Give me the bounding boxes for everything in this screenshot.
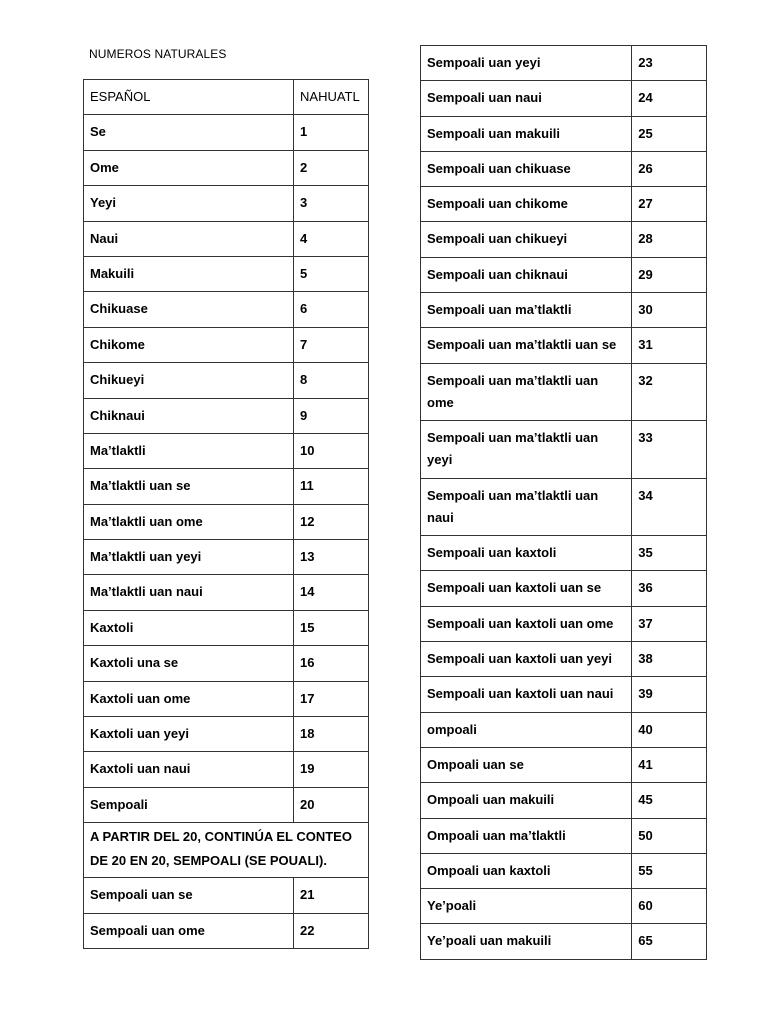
table-row (84, 363, 369, 398)
table-row (84, 610, 369, 645)
number-cell: 36 (632, 571, 707, 606)
counting-note: A PARTIR DEL 20, CONTINÚA EL CONTEO DE 20 EN 20, SEMPOALI (SE POUALI). (84, 823, 369, 878)
number-cell: 32 (632, 363, 707, 421)
table-row (84, 433, 369, 468)
word-cell: Naui (84, 221, 294, 256)
word-cell: Chikome (84, 327, 294, 362)
table-row (421, 187, 707, 222)
word-cell: Sempoali (84, 787, 294, 822)
number-cell: 26 (632, 151, 707, 186)
table-row (421, 924, 707, 959)
word-cell: Ma’tlaktli uan ome (84, 504, 294, 539)
number-cell: 8 (294, 363, 369, 398)
number-cell: 25 (632, 116, 707, 151)
header-nahuatl: NAHUATL (294, 80, 369, 115)
left-number-table (83, 79, 369, 949)
table-row (421, 421, 707, 479)
number-cell: 45 (632, 783, 707, 818)
word-cell: Ye’poali uan makuili (421, 924, 632, 959)
word-cell: Kaxtoli una se (84, 646, 294, 681)
number-cell: 27 (632, 187, 707, 222)
number-cell: 12 (294, 504, 369, 539)
number-cell: 60 (632, 889, 707, 924)
number-cell: 13 (294, 540, 369, 575)
word-cell: Yeyi (84, 186, 294, 221)
word-cell: Sempoali uan ma’tlaktli uan yeyi (421, 421, 632, 479)
number-cell: 31 (632, 328, 707, 363)
table-row (421, 642, 707, 677)
table-row (421, 889, 707, 924)
table-row (421, 747, 707, 782)
page-title: NUMEROS NATURALES (89, 47, 227, 61)
table-row (84, 575, 369, 610)
number-cell: 6 (294, 292, 369, 327)
word-cell: Sempoali uan ma’tlaktli uan se (421, 328, 632, 363)
word-cell: Sempoali uan chikome (421, 187, 632, 222)
word-cell: Ome (84, 150, 294, 185)
number-cell: 5 (294, 256, 369, 291)
word-cell: Makuili (84, 256, 294, 291)
table-row (421, 536, 707, 571)
number-cell: 35 (632, 536, 707, 571)
word-cell: Ye’poali (421, 889, 632, 924)
word-cell: Kaxtoli uan naui (84, 752, 294, 787)
number-cell: 3 (294, 186, 369, 221)
word-cell: Sempoali uan kaxtoli uan yeyi (421, 642, 632, 677)
table-row (84, 752, 369, 787)
number-cell: 55 (632, 853, 707, 888)
word-cell: Kaxtoli uan ome (84, 681, 294, 716)
word-cell: Sempoali uan kaxtoli uan naui (421, 677, 632, 712)
table-row (421, 677, 707, 712)
number-cell: 40 (632, 712, 707, 747)
word-cell: Chikueyi (84, 363, 294, 398)
right-number-table (420, 45, 707, 960)
table-row (84, 646, 369, 681)
word-cell: Ompoali uan ma’tlaktli (421, 818, 632, 853)
word-cell: Kaxtoli (84, 610, 294, 645)
table-row (84, 681, 369, 716)
number-cell: 33 (632, 421, 707, 479)
word-cell: Sempoali uan se (84, 878, 294, 913)
number-cell: 50 (632, 818, 707, 853)
word-cell: Sempoali uan chikuase (421, 151, 632, 186)
table-row (84, 878, 369, 913)
word-cell: Chikuase (84, 292, 294, 327)
table-row (421, 606, 707, 641)
word-cell: Ma’tlaktli uan yeyi (84, 540, 294, 575)
number-cell: 65 (632, 924, 707, 959)
word-cell: Ma’tlaktli uan naui (84, 575, 294, 610)
word-cell: Ma’tlaktli uan se (84, 469, 294, 504)
note-row (84, 823, 369, 878)
word-cell: ompoali (421, 712, 632, 747)
table-row (421, 222, 707, 257)
number-cell: 20 (294, 787, 369, 822)
number-cell: 28 (632, 222, 707, 257)
number-cell: 1 (294, 115, 369, 150)
number-cell: 34 (632, 478, 707, 536)
word-cell: Sempoali uan ma’tlaktli (421, 293, 632, 328)
table-row (421, 116, 707, 151)
table-row (421, 478, 707, 536)
table-row (84, 256, 369, 291)
number-cell: 15 (294, 610, 369, 645)
table-row (421, 818, 707, 853)
word-cell: Sempoali uan naui (421, 81, 632, 116)
word-cell: Sempoali uan kaxtoli (421, 536, 632, 571)
word-cell: Se (84, 115, 294, 150)
word-cell: Sempoali uan kaxtoli uan ome (421, 606, 632, 641)
word-cell: Sempoali uan ma’tlaktli uan naui (421, 478, 632, 536)
word-cell: Sempoali uan ome (84, 913, 294, 948)
number-cell: 10 (294, 433, 369, 468)
number-cell: 4 (294, 221, 369, 256)
number-cell: 18 (294, 717, 369, 752)
number-cell: 19 (294, 752, 369, 787)
table-row (421, 783, 707, 818)
word-cell: Sempoali uan chikueyi (421, 222, 632, 257)
table-header-row (84, 80, 369, 115)
number-cell: 39 (632, 677, 707, 712)
number-cell: 17 (294, 681, 369, 716)
table-row (421, 363, 707, 421)
number-cell: 22 (294, 913, 369, 948)
word-cell: Ompoali uan se (421, 747, 632, 782)
number-cell: 23 (632, 46, 707, 81)
table-row (84, 115, 369, 150)
table-row (84, 221, 369, 256)
word-cell: Ompoali uan makuili (421, 783, 632, 818)
number-cell: 11 (294, 469, 369, 504)
table-row (84, 186, 369, 221)
word-cell: Sempoali uan ma’tlaktli uan ome (421, 363, 632, 421)
number-cell: 24 (632, 81, 707, 116)
word-cell: Ma’tlaktli (84, 433, 294, 468)
table-row (84, 787, 369, 822)
word-cell: Chiknaui (84, 398, 294, 433)
table-row (421, 151, 707, 186)
number-cell: 7 (294, 327, 369, 362)
table-row (84, 398, 369, 433)
table-row (421, 257, 707, 292)
table-row (421, 328, 707, 363)
number-cell: 41 (632, 747, 707, 782)
table-row (421, 712, 707, 747)
table-row (84, 150, 369, 185)
number-cell: 38 (632, 642, 707, 677)
number-cell: 30 (632, 293, 707, 328)
word-cell: Sempoali uan chiknaui (421, 257, 632, 292)
number-cell: 21 (294, 878, 369, 913)
word-cell: Sempoali uan makuili (421, 116, 632, 151)
table-row (84, 540, 369, 575)
table-row (421, 81, 707, 116)
number-cell: 14 (294, 575, 369, 610)
table-row (421, 571, 707, 606)
word-cell: Kaxtoli uan yeyi (84, 717, 294, 752)
word-cell: Ompoali uan kaxtoli (421, 853, 632, 888)
number-cell: 2 (294, 150, 369, 185)
table-row (84, 292, 369, 327)
number-cell: 9 (294, 398, 369, 433)
table-row (84, 717, 369, 752)
table-row (421, 46, 707, 81)
table-row (84, 913, 369, 948)
number-cell: 37 (632, 606, 707, 641)
number-cell: 16 (294, 646, 369, 681)
table-row (84, 327, 369, 362)
header-spanish: ESPAÑOL (84, 80, 294, 115)
table-row (84, 504, 369, 539)
table-row (84, 469, 369, 504)
word-cell: Sempoali uan yeyi (421, 46, 632, 81)
word-cell: Sempoali uan kaxtoli uan se (421, 571, 632, 606)
number-cell: 29 (632, 257, 707, 292)
table-row (421, 293, 707, 328)
table-row (421, 853, 707, 888)
